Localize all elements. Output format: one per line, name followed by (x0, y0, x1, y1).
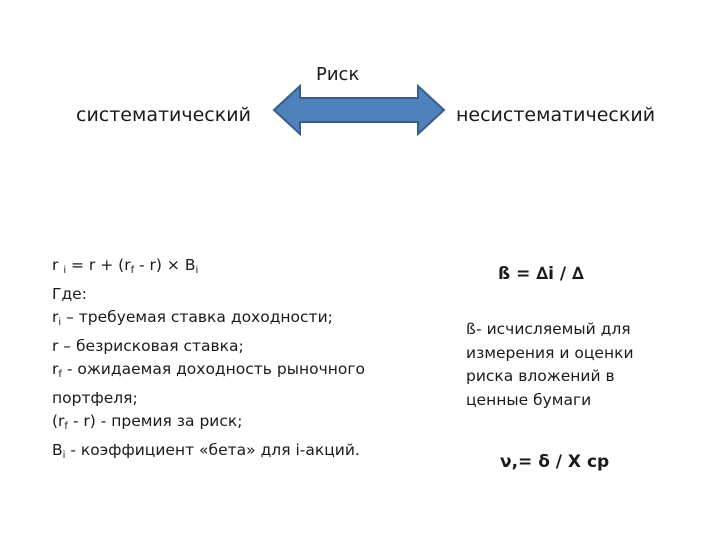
definition-premium: $(r_f - r)$ - премия за риск; (52, 412, 243, 432)
beta-formula: ß = ∆i / ∆ (498, 264, 584, 284)
beta-desc-line: ß- исчисляемый для (466, 320, 631, 338)
capm-formula-block (52, 254, 365, 467)
variation-formula: ν,= δ / Х ср (500, 452, 610, 472)
definition-r: r – безрисковая ставка; (52, 336, 244, 355)
definition-rf: $r_f$ - ожидаемая доходность рыночного (52, 360, 365, 380)
systematic-risk-label: систематический (76, 104, 251, 126)
definition-beta: $B_i$ - коэффициент «бета» для i-акций. (52, 440, 360, 461)
unsystematic-risk-label: несистематический (456, 104, 656, 126)
definition-rf-cont: портфеля; (52, 388, 138, 407)
beta-description (466, 318, 634, 412)
definition-ri: $r_i$ – требуемая ставка доходности; (52, 308, 333, 328)
capm-formula: r $_i = r + (r_f - r) \times B_i$ (52, 256, 199, 276)
beta-desc-line: измерения и оценки (466, 343, 634, 362)
diagram-title: Риск (316, 64, 360, 85)
where-label: Где: (52, 284, 87, 303)
double-arrow-icon (272, 84, 446, 136)
beta-desc-line: риска вложений в (466, 367, 615, 385)
beta-desc-line: ценные бумаги (466, 390, 592, 409)
